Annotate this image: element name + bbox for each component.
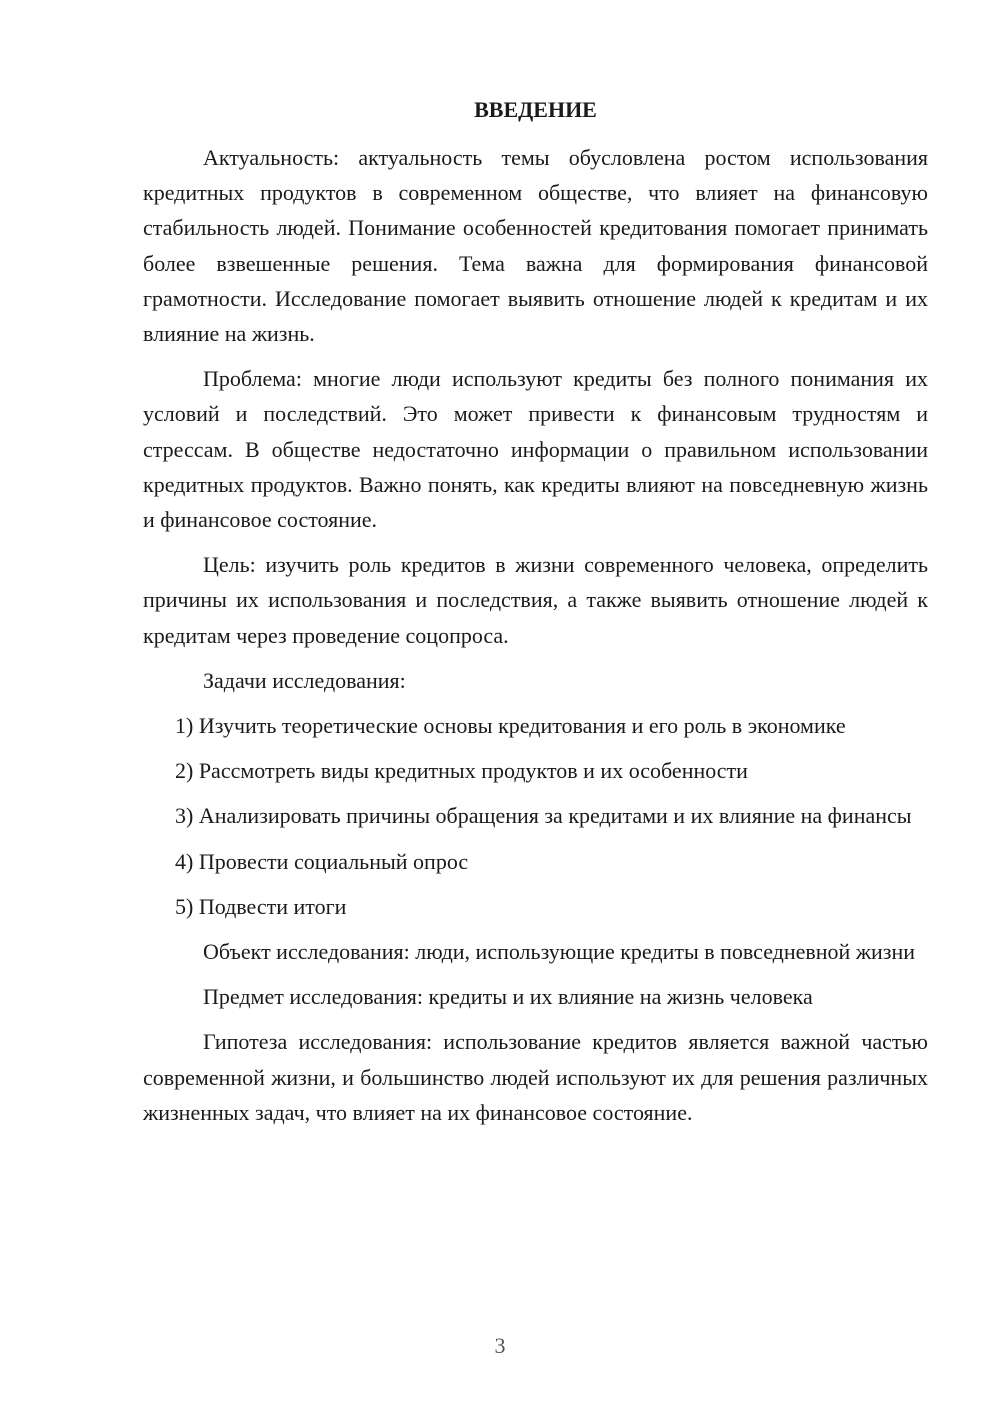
- task-item: 3) Анализировать причины обращения за кредитами и их влияние на финансы: [175, 803, 912, 829]
- hypothesis-paragraph: Гипотеза исследования: использование кредитов является важной частью современной жизни, и большинство людей используют их для решения различных жизненных задач, что влияет на их финансовое состояние.: [143, 1029, 928, 1125]
- document-page: [143, 90, 928, 1140]
- page-title: ВВЕДЕНИЕ: [474, 97, 597, 122]
- relevance-paragraph: Актуальность: актуальность темы обусловлена ростом использования кредитных продуктов в современном обществе, что влияет на финансовую стабильность людей. Понимание особенностей кредитования помогает принимать более взвешенные решения. Тема важна для формирования финансовой грамотности. Исследование помогает выявить отношение людей к кредитам и их влияние на жизнь.: [143, 145, 928, 347]
- page-number: 3: [494, 1333, 506, 1358]
- problem-paragraph: Проблема: многие люди используют кредиты без полного понимания их условий и последствий. Это может привести к финансовым трудностям и стрессам. В обществе недостаточно информации о правильном использовании кредитных продуктов. Важно понять, как кредиты влияют на повседневную жизнь и финансовое состояние.: [143, 366, 928, 533]
- object-paragraph: Объект исследования: люди, использующие кредиты в повседневной жизни: [203, 939, 916, 965]
- subject-paragraph: Предмет исследования: кредиты и их влияние на жизнь человека: [203, 984, 813, 1010]
- task-item: 1) Изучить теоретические основы кредитования и его роль в экономике: [175, 713, 846, 739]
- goal-paragraph: Цель: изучить роль кредитов в жизни современного человека, определить причины их использования и последствия, а также выявить отношение людей к кредитам через проведение соцопроса.: [143, 552, 928, 648]
- tasks-heading: Задачи исследования:: [203, 667, 406, 693]
- task-item: 2) Рассмотреть виды кредитных продуктов и их особенности: [175, 758, 748, 784]
- task-item: 4) Провести социальный опрос: [175, 848, 469, 874]
- task-item: 5) Подвести итоги: [175, 893, 347, 919]
